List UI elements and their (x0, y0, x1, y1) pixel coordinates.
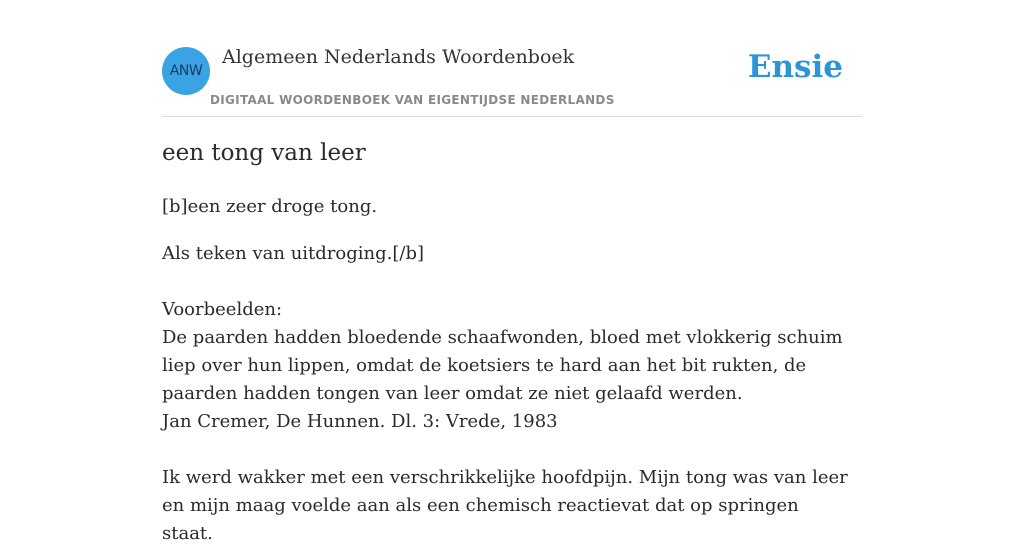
entry-definition: [b]een zeer droge tong. (162, 196, 378, 217)
page (162, 0, 862, 544)
anw-logo[interactable] (162, 47, 210, 95)
site-title[interactable]: Algemeen Nederlands Woordenboek (222, 46, 575, 68)
entry-body: Als teken van uitdroging.[/b] Voorbeelden: De paarden hadden bloedende schaafwonden, bloed met vlokkerig schuim liep over hun lippen, omdat de koetsiers te hard aan het bit rukten, de paarden hadden tongen van leer omdat ze niet gelaafd werden. Jan Cremer, De Hunnen. Dl. 3: Vrede, 1983 Ik werd wakker met een verschrikkelijke hoofdpijn. Mijn tong was van leer en mijn maag voelde aan als een chemisch reactievat dat op springen staat. (162, 243, 848, 544)
site-header (162, 0, 862, 117)
entry-title: een tong van leer (162, 140, 366, 166)
logo-text: ANW (169, 63, 203, 79)
site-subtitle: DIGITAAL WOORDENBOEK VAN EIGENTIJDSE NEDERLANDS (210, 93, 615, 107)
ensie-brand-link[interactable]: Ensie (747, 49, 843, 85)
